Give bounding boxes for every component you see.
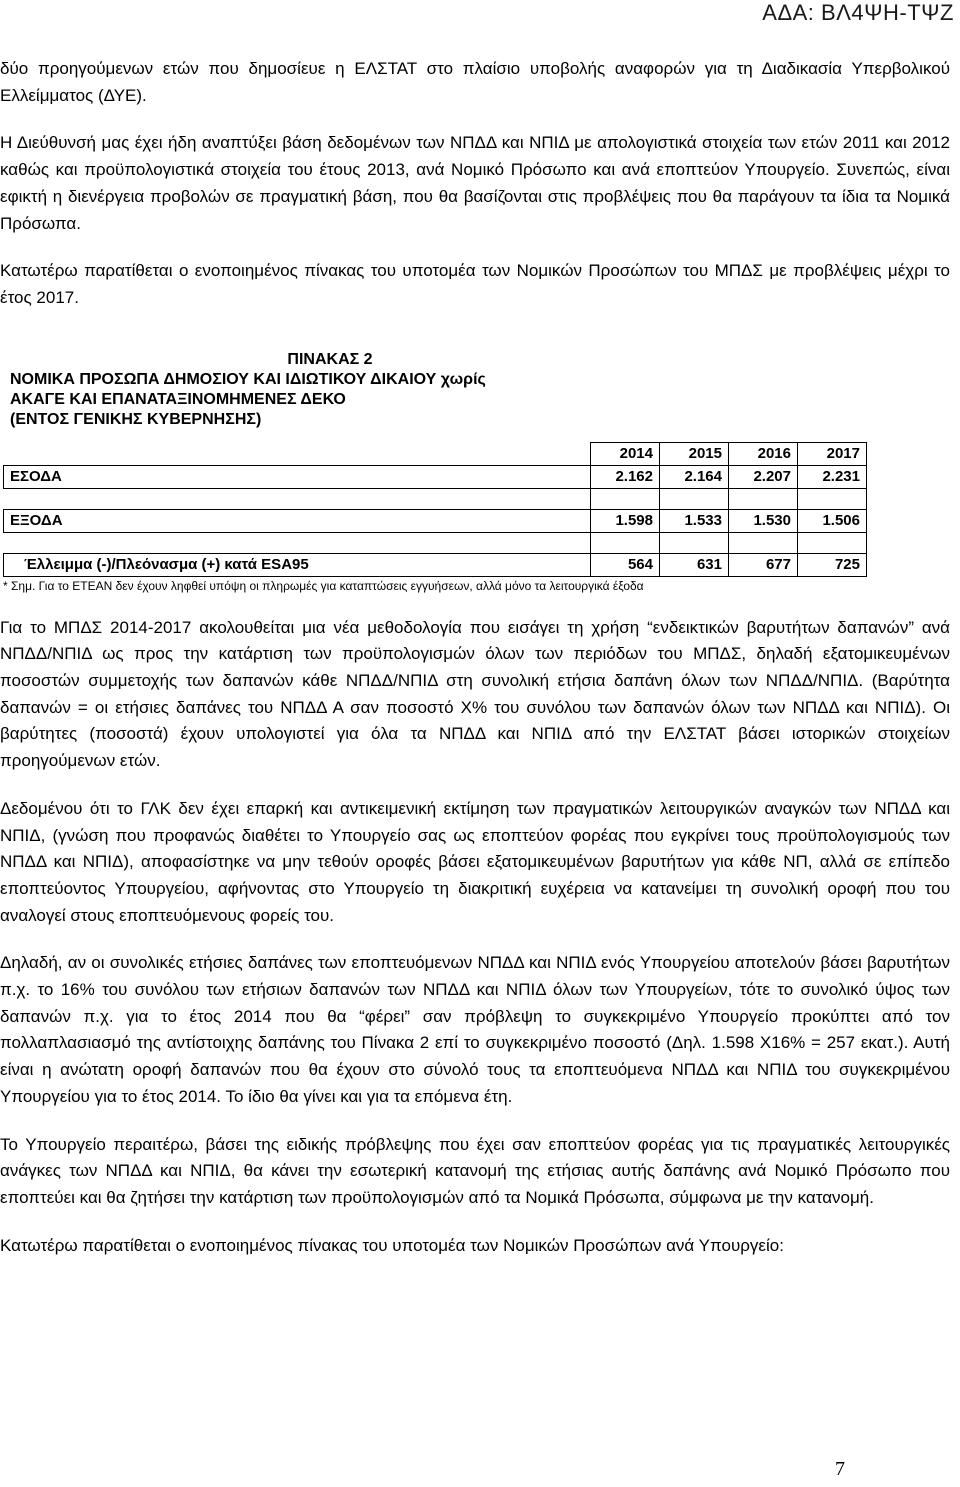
paragraph-allocation: Το Υπουργείο περαιτέρω, βάσει της ειδικής πρόβλεψης που έχει σαν εποπτεύον φορέας για τις πραγματικές λειτουργικές ανάγκες των ΝΠΔΔ και ΝΠΙΔ, θα κάνει την εσωτερική κατανομή της ετήσιας αυτής δαπάνης ανά Νομικό Πρόσωπο που εποπτεύει και θα ζητήσει την κατάρτιση των προϋπολογισμών από τα Νομικά Πρόσωπα, σύμφωνα με την κατανομή. (0, 1134, 950, 1207)
table-header-row (4, 442, 867, 465)
year-2017-header: 2017 (798, 442, 867, 465)
cell-value: 631 (660, 553, 729, 576)
table-row-revenue (4, 465, 867, 488)
paragraph-example: Δηλαδή, αν οι συνολικές ετήσιες δαπάνες των εποπτευόμενων ΝΠΔΔ και ΝΠΙΔ ενός Υπουργείου αποτελούν βάσει βαρυτήτων π.χ. το 16% του συνόλου των ετήσιων δαπανών των ΝΠΔΔ και ΝΠΙΔ όλων των Υπουργείων, τότε το συνολικό ύψος των δαπανών π.χ. για το έτος 2014 που θα “φέρει” σαν πρόβλεψη το συγκεκριμένο Υπουργείο προκύπτει από τον πολλαπλασιασμό της αντίστοιχης δαπάνης του Πίνακα 2 επί το συγκεκριμένο ποσοστό (Δηλ. 1.598 Χ16% = 257 εκατ.). Αυτή είναι η ανώτατη οροφή δαπανών που θα έχουν στο σύνολό τους τα εποπτευόμενα ΝΠΔΔ και ΝΠΙΔ του συγκεκριμένου Υπουργείου για το έτος 2014. Το ίδιο θα γίνει και για τα επόμενα έτη. (0, 953, 950, 1106)
row-label: Έλλειμμα (-)/Πλεόνασμα (+) κατά ESA95 (4, 553, 591, 576)
cell-value: 677 (729, 553, 798, 576)
document-body (0, 56, 950, 1259)
table-row-balance (4, 553, 867, 576)
page-number: 7 (835, 1458, 845, 1480)
cell-value: 1.598 (591, 509, 660, 532)
table-title-line3: ΑΚΑΓΕ ΚΑΙ ΕΠΑΝΑΤΑΞΙΝΟΜΗΜΕΝΕΣ ΔΕΚΟ (10, 390, 346, 408)
year-2015-header: 2015 (660, 442, 729, 465)
paragraph-table-intro: Κατωτέρω παρατίθεται ο ενοποιημένος πίνακας του υποτομέα των Νομικών Προσώπων του ΜΠΔΣ με προβλέψεις μέχρι το έτος 2017. (0, 261, 950, 307)
ada-code: ΑΔΑ: ΒΛ4ΨΗ-ΤΨΖ (762, 0, 954, 25)
year-2014-header: 2014 (591, 442, 660, 465)
cell-value: 1.533 (660, 509, 729, 532)
paragraph-methodology: Για το ΜΠΔΣ 2014-2017 ακολουθείται μια νέα μεθοδολογία που εισάγει τη χρήση “ενδεικτικών βαρυτήτων δαπανών” ανά ΝΠΔΔ/ΝΠΙΔ ως προς την κατάρτιση των προϋπολογισμών όλων των περιόδων του ΜΠΔΣ, δηλαδή εξατομικευμένων ποσοστών συμμετοχής των δαπανών κάθε ΝΠΔΔ/ΝΠΙΔ στη συνολική ετήσια δαπάνη όλων των ΝΠΔΔ/ΝΠΙΔ. (Βαρύτητα δαπανών = οι ετήσιες δαπάνες του ΝΠΔΔ Α σαν ποσοστό Χ% του συνόλου των δαπανών όλων των ΝΠΔΔ και ΝΠΙΔ). Οι βαρύτητες (ποσοστά) έχουν υπολογιστεί για όλα τα ΝΠΔΔ και ΝΠΙΔ από την ΕΛΣΤΑΤ βάσει ιστορικών στοιχείων προηγούμενων ετών. (0, 617, 950, 771)
cell-value: 2.164 (660, 465, 729, 488)
paragraph-ceilings: Δεδομένου ότι το ΓΛΚ δεν έχει επαρκή και αντικειμενική εκτίμηση των πραγματικών λειτουργικών αναγκών των ΝΠΔΔ και ΝΠΙΔ, (γνώση που προφανώς διαθέτει το Υπουργείο σας ως εποπτεύον φορέας που εγκρίνει τους προϋπολογισμούς των ΝΠΔΔ και ΝΠΙΔ), αποφασίστηκε να μην τεθούν οροφές βάσει εξατομικευμένων βαρυτήτων για κάθε ΝΠ, αλλά σε επίπεδο εποπτεύοντος Υπουργείου, αφήνοντας στο Υπουργείο τη διακριτική ευχέρεια να κατανείμει τη συνολική οροφή που του αναλογεί στους εποπτευόμενους φορείς του. (0, 798, 950, 925)
cell-value: 2.231 (798, 465, 867, 488)
cell-value: 2.162 (591, 465, 660, 488)
cell-value: 1.506 (798, 509, 867, 532)
row-label: ΕΣΟΔΑ (4, 465, 591, 488)
paragraph-intro: δύο προηγούμενων ετών που δημοσίευε η ΕΛΣΤΑΤ στο πλαίσιο υποβολής αναφορών για τη Διαδικασία Υπερβολικού Ελλείμματος (ΔΥΕ). (0, 59, 950, 105)
table-title (10, 350, 610, 430)
paragraph-ministry-table-intro: Κατωτέρω παρατίθεται ο ενοποιημένος πίνακας του υποτομέα των Νομικών Προσώπων ανά Υπουργείο: (0, 1235, 784, 1255)
table-row-expenses (4, 509, 867, 532)
cell-value: 2.207 (729, 465, 798, 488)
table-title-line4: (ΕΝΤΟΣ ΓΕΝΙΚΗΣ ΚΥΒΕΡΝΗΣΗΣ) (10, 410, 262, 428)
table-title-line2: ΝΟΜΙΚΑ ΠΡΟΣΩΠΑ ΔΗΜΟΣΙΟΥ ΚΑΙ ΙΔΙΩΤΙΚΟΥ ΔΙΚΑΙΟΥ χωρίς (10, 370, 486, 388)
row-label: ΕΞΟΔΑ (4, 509, 591, 532)
cell-value: 725 (798, 553, 867, 576)
cell-value: 1.530 (729, 509, 798, 532)
financial-table (3, 442, 867, 577)
table-footnote: * Σημ. Για το ΕΤΕΑΝ δεν έχουν ληφθεί υπόψη οι πληρωμές για καταπτώσεις εγγυήσεων, αλλά μόνο τα λειτουργικά έξοδα (3, 578, 644, 593)
cell-value: 564 (591, 553, 660, 576)
table-title-number: ΠΙΝΑΚΑΣ 2 (287, 350, 373, 368)
paragraph-database: Η Διεύθυνσή μας έχει ήδη αναπτύξει βάση δεδομένων των ΝΠΔΔ και ΝΠΙΔ με απολογιστικά στοιχεία των ετών 2011 και 2012 καθώς και προϋπολογιστικά στοιχεία του έτους 2013, ανά Νομικό Πρόσωπο και ανά εποπτεύον Υπουργείο. Συνεπώς, είναι εφικτή η διενέργεια προβολών σε πραγματική βάση, που θα βασίζονται στις προβλέψεις που θα παράγουν τα ίδια τα Νομικά Πρόσωπα. (0, 133, 950, 233)
year-2016-header: 2016 (729, 442, 798, 465)
